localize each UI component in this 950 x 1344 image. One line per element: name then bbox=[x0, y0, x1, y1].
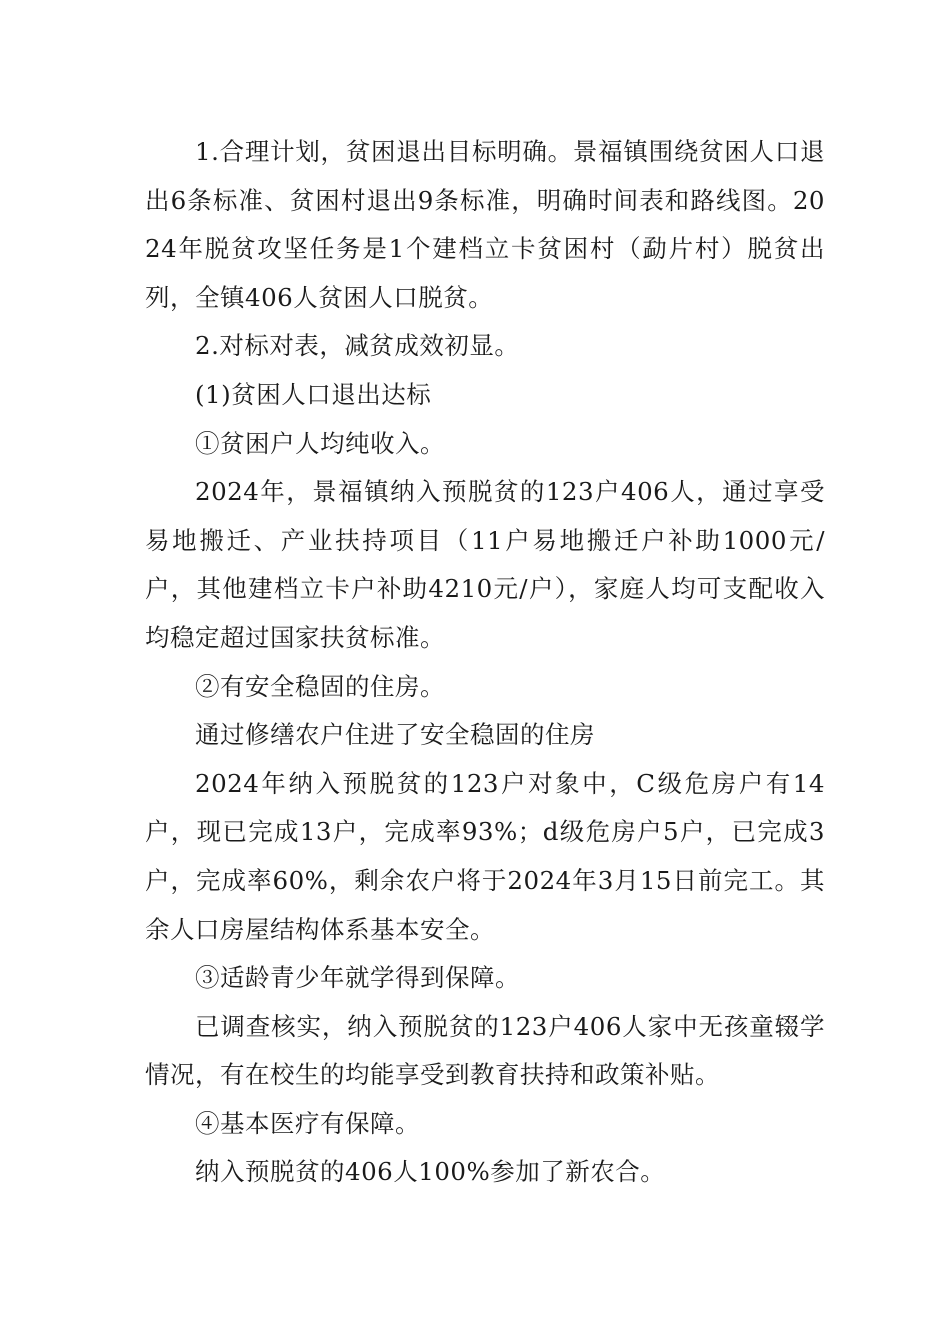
paragraph-medical-detail: 纳入预脱贫的406人100%参加了新农合。 bbox=[195, 1157, 666, 1187]
paragraph-heading-results: 2.对标对表，减贫成效初显。 bbox=[195, 331, 520, 361]
paragraph-item-education: ③适龄青少年就学得到保障。 bbox=[195, 963, 520, 993]
paragraph-heading-population-exit: (1)贫困人口退出达标 bbox=[195, 379, 432, 409]
paragraph-housing-summary: 通过修缮农户住进了安全稳固的住房 bbox=[195, 720, 595, 750]
paragraph-item-housing: ②有安全稳固的住房。 bbox=[195, 671, 445, 701]
document-body bbox=[145, 128, 825, 1197]
paragraph-item-income: ①贫困户人均纯收入。 bbox=[195, 428, 445, 458]
paragraph-housing-detail: 2024年纳入预脱贫的123户对象中，C级危房户有14户，现已完成13户，完成率93%；d级危房户5户，已完成3户，完成率60%，剩余农户将于2024年3月15日前完工。其余人口房屋结构体系基本安全。 bbox=[145, 768, 825, 944]
paragraph-plan-goal: 1.合理计划，贫困退出目标明确。景福镇围绕贫困人口退出6条标准、贫困村退出9条标准，明确时间表和路线图。2024年脱贫攻坚任务是1个建档立卡贫困村（勐片村）脱贫出列，全镇406人贫困人口脱贫。 bbox=[145, 137, 825, 312]
paragraph-income-detail: 2024年，景福镇纳入预脱贫的123户406人，通过享受易地搬迁、产业扶持项目（11户易地搬迁户补助1000元/户，其他建档立卡户补助4210元/户），家庭人均可支配收入均稳定超过国家扶贫标准。 bbox=[145, 477, 825, 652]
paragraph-education-detail: 已调查核实，纳入预脱贫的123户406人家中无孩童辍学情况，有在校生的均能享受到教育扶持和政策补贴。 bbox=[145, 1011, 825, 1090]
paragraph-item-medical: ④基本医疗有保障。 bbox=[195, 1108, 420, 1138]
